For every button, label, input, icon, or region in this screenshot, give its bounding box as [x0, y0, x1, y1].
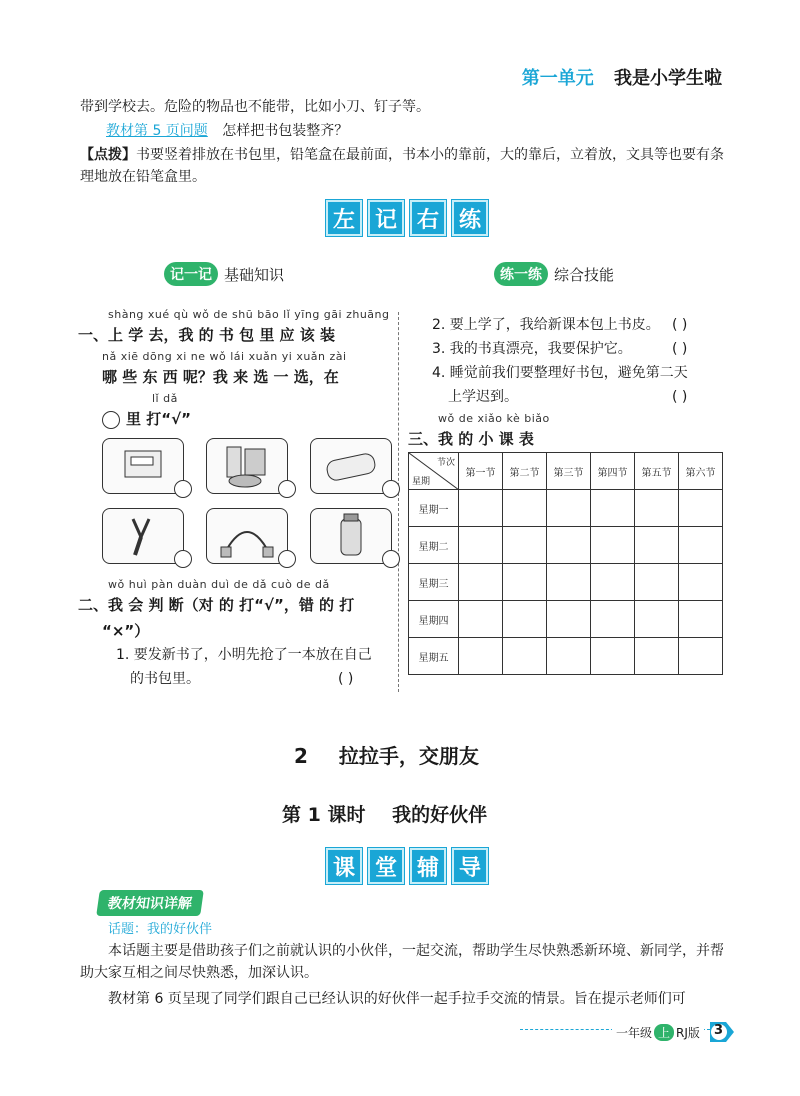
tip-text: 书要竖着排放在书包里，铅笔盒在最前面，书本小的靠前，大的靠后，立着放，文具等也要有条理地放在铅笔盒里。 [80, 147, 724, 185]
schedule-cell[interactable] [679, 601, 723, 638]
column-header: 第六节 [679, 453, 723, 490]
question-3-title: 三、我 的 小 课 表 [408, 430, 534, 448]
row-header: 星期四 [409, 601, 459, 638]
judge-item-4: 4. 睡觉前我们要整理好书包，避免第二天 [432, 365, 688, 381]
column-header: 第五节 [635, 453, 679, 490]
schedule-cell[interactable] [503, 601, 547, 638]
schedule-cell[interactable] [591, 527, 635, 564]
period-heading [282, 800, 487, 827]
column-divider [398, 312, 399, 692]
unit-header [522, 64, 722, 90]
corner-top: 节次 [436, 458, 455, 468]
schedule-cell[interactable] [459, 564, 503, 601]
knowledge-paragraph-1: 本话题主要是借助孩子们之前就认识的小伙伴，一起交流，帮助学生尽快熟悉新环境、新同学，并帮助大家互相之间尽快熟悉，加深认识。 [80, 943, 724, 981]
judge-item-4-cont: 上学迟到。 [448, 389, 518, 405]
table-row [409, 527, 723, 564]
table-row [409, 490, 723, 527]
question-2-line: “×”） [102, 622, 150, 640]
table-row [409, 601, 723, 638]
pinyin-line: shàng xué qù wǒ de shū bāo lǐ yīng gāi zhuāng [108, 308, 390, 321]
textbook-question [106, 120, 754, 142]
lesson-heading [294, 740, 479, 769]
page-number-badge [708, 1020, 736, 1044]
answer-circle-icon [102, 411, 120, 429]
choice-pencil-case-image [310, 438, 392, 494]
practice-chip [494, 262, 614, 286]
tip-label: 【点拨】 [80, 147, 136, 163]
choice-circle[interactable] [278, 550, 296, 568]
topic-label: 话题：我的好伙伴 [108, 922, 213, 937]
schedule-cell[interactable] [635, 490, 679, 527]
answer-parens[interactable]: ( ) [338, 671, 354, 687]
schedule-cell[interactable] [591, 601, 635, 638]
answer-parens[interactable]: ( ) [672, 389, 688, 405]
corner-bottom: 星期 [412, 477, 431, 487]
choice-circle[interactable] [382, 480, 400, 498]
question-2-line: 二、我 会 判 断（对 的 打“√”，错 的 打 [78, 596, 355, 614]
banner-char: 记 [368, 200, 404, 236]
schedule-cell[interactable] [679, 564, 723, 601]
choice-circle[interactable] [174, 480, 192, 498]
column-header: 第四节 [591, 453, 635, 490]
judge-item-3: 3. 我的书真漂亮，我要保护它。 [432, 341, 632, 357]
question-label: 教材第 5 页问题 [106, 123, 208, 139]
schedule-cell[interactable] [635, 564, 679, 601]
unit-title: 我是小学生啦 [614, 68, 722, 89]
judge-item-2: 2. 要上学了，我给新课本包上书皮。 [432, 317, 660, 333]
row-header: 星期五 [409, 638, 459, 675]
section-banner [326, 200, 488, 236]
pinyin-line: wǒ de xiǎo kè biǎo [438, 412, 550, 425]
choice-slingshot-image [102, 508, 184, 564]
schedule-cell[interactable] [547, 564, 591, 601]
choice-snacks-image [206, 438, 288, 494]
row-header: 星期一 [409, 490, 459, 527]
banner-char: 课 [326, 848, 362, 884]
knowledge-paragraph-2: 教材第 6 页呈现了同学们跟自己已经认识的好伙伴一起手拉手交流的情景。旨在提示老师们可 [108, 991, 686, 1007]
lesson-number: 2 [294, 744, 308, 768]
lesson-title: 拉拉手，交朋友 [338, 744, 479, 768]
answer-parens[interactable]: ( ) [672, 341, 688, 357]
choice-grid [102, 438, 392, 568]
chip-badge: 练一练 [494, 262, 548, 286]
knowledge-label: 教材知识详解 [96, 890, 204, 916]
chip-text: 综合技能 [554, 265, 615, 284]
pinyin-line: lǐ dǎ [152, 392, 178, 405]
schedule-cell[interactable] [459, 527, 503, 564]
column-header: 第三节 [547, 453, 591, 490]
choice-circle[interactable] [278, 480, 296, 498]
question-1-text: 里 打“√” [126, 410, 191, 428]
pinyin-line: nǎ xiē dōng xi ne wǒ lái xuǎn yi xuǎn zài [102, 350, 347, 363]
footer-grade [612, 1024, 704, 1041]
column-header: 第一节 [459, 453, 503, 490]
question-text: 怎样把书包装整齐？ [222, 123, 349, 139]
question-1-line-3 [102, 408, 191, 429]
schedule-cell[interactable] [679, 527, 723, 564]
schedule-cell[interactable] [547, 601, 591, 638]
schedule-cell[interactable] [503, 527, 547, 564]
edition-text: RJ版 [676, 1026, 700, 1040]
schedule-cell[interactable] [679, 490, 723, 527]
schedule-cell[interactable] [591, 564, 635, 601]
schedule-cell[interactable] [547, 527, 591, 564]
banner-char: 练 [452, 200, 488, 236]
table-row [409, 638, 723, 675]
schedule-cell[interactable] [591, 490, 635, 527]
term-badge: 上 [654, 1024, 674, 1041]
schedule-cell[interactable] [679, 638, 723, 675]
row-header: 星期二 [409, 527, 459, 564]
answer-parens[interactable]: ( ) [672, 317, 688, 333]
table-header-row [409, 453, 723, 490]
chip-text: 基础知识 [224, 265, 285, 284]
schedule-cell[interactable] [503, 638, 547, 675]
judge-item-1-cont: 的书包里。 [130, 671, 200, 687]
question-1-line: 哪 些 东 西 呢？我 来 选 一 选，在 [102, 368, 339, 386]
choice-water-bottle-image [310, 508, 392, 564]
unit-number: 第一单元 [521, 68, 594, 89]
period-title: 我的好伙伴 [392, 804, 488, 826]
schedule-cell[interactable] [547, 638, 591, 675]
remember-chip [164, 262, 284, 286]
class-schedule-table [408, 452, 723, 675]
corner-cell [409, 453, 459, 490]
schedule-cell[interactable] [547, 490, 591, 527]
schedule-cell[interactable] [459, 490, 503, 527]
choice-circle[interactable] [174, 550, 192, 568]
grade-text: 一年级 [616, 1026, 653, 1040]
schedule-cell[interactable] [503, 490, 547, 527]
banner-char: 左 [326, 200, 362, 236]
banner-char: 堂 [368, 848, 404, 884]
question-1-line: 一、上 学 去，我 的 书 包 里 应 该 装 [78, 326, 336, 344]
judge-item-1: 1. 要发新书了，小明先抢了一本放在自己 [116, 647, 372, 663]
schedule-cell[interactable] [591, 638, 635, 675]
schedule-cell[interactable] [459, 601, 503, 638]
column-header: 第二节 [503, 453, 547, 490]
choice-book-image [102, 438, 184, 494]
tip-paragraph [80, 144, 730, 188]
class-guide-banner [326, 848, 488, 884]
chip-badge: 记一记 [164, 262, 218, 286]
choice-jump-rope-image [206, 508, 288, 564]
intro-line: 带到学校去。危险的物品也不能带，比如小刀、钉子等。 [80, 99, 430, 115]
row-header: 星期三 [409, 564, 459, 601]
table-row [409, 564, 723, 601]
pinyin-line: wǒ huì pàn duàn duì de dǎ cuò de dǎ [108, 578, 330, 591]
banner-char: 辅 [410, 848, 446, 884]
period-number: 第 1 课时 [282, 804, 366, 826]
banner-char: 导 [452, 848, 488, 884]
schedule-cell[interactable] [459, 638, 503, 675]
page-number: 3 [714, 1023, 724, 1038]
schedule-cell[interactable] [635, 638, 679, 675]
schedule-cell[interactable] [635, 527, 679, 564]
choice-circle[interactable] [382, 550, 400, 568]
banner-char: 右 [410, 200, 446, 236]
schedule-cell[interactable] [503, 564, 547, 601]
schedule-cell[interactable] [635, 601, 679, 638]
